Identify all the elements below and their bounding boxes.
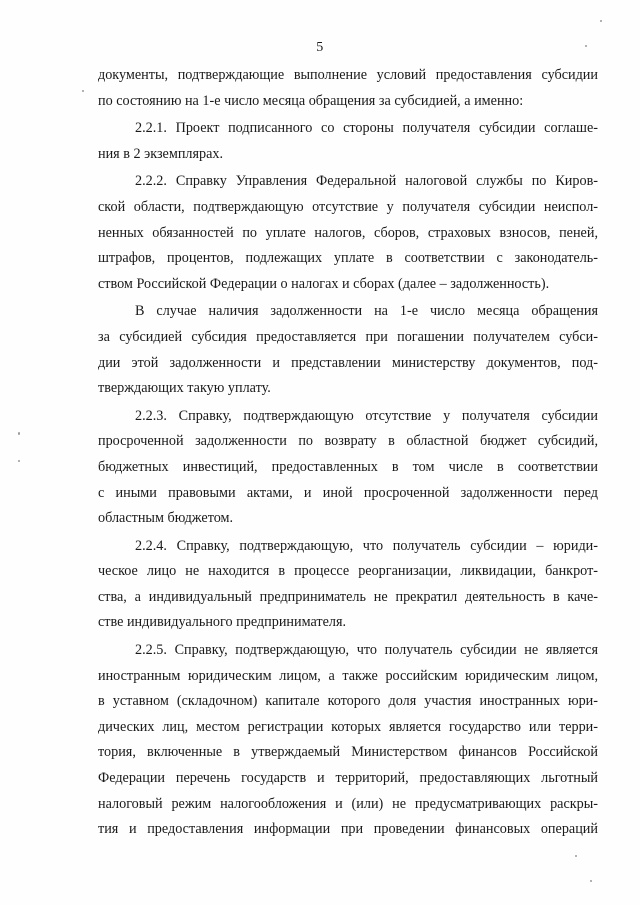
text-line: ческое лицо не находится в процессе реорганизации, ликвидации, банкрот- <box>98 563 598 580</box>
text-line: с иными правовыми актами, и иной просроченной задолженности перед <box>98 484 598 501</box>
text-line: ния в 2 экземплярах. <box>98 145 224 162</box>
text-line: в уставном (складочном) капитале которого доля участия иностранных юри- <box>98 693 598 710</box>
text-line: дических лиц, местом регистрации которых является государство или терри- <box>98 718 598 735</box>
scan-speck <box>18 432 20 435</box>
text-line: по состоянию на 1-е число месяца обращения за субсидией, а именно: <box>98 92 524 109</box>
text-line: В случае наличия задолженности на 1-е число месяца обращения <box>135 303 598 320</box>
page-number: 5 <box>316 40 324 55</box>
text-line: стве индивидуального предпринимателя. <box>98 614 347 631</box>
scan-speck <box>82 90 84 92</box>
text-line: 2.2.4. Справку, подтверждающую, что получатель субсидии – юриди- <box>135 537 598 554</box>
text-line: 2.2.2. Справку Управления Федеральной налоговой службы по Киров- <box>135 173 598 190</box>
text-line: 2.2.5. Справку, подтверждающую, что получатель субсидии не является <box>135 642 598 659</box>
text-line: штрафов, процентов, подлежащих уплате в соответствии с законодатель- <box>98 250 598 267</box>
text-line: Федерации перечень государств и территорий, предоставляющих льготный <box>98 770 598 787</box>
document-body <box>98 63 598 843</box>
text-line: областным бюджетом. <box>98 510 234 527</box>
text-line: тия и предоставления информации при проведении финансовых операций <box>98 821 598 838</box>
text-line: просроченной задолженности по возврату в областной бюджет субсидий, <box>98 433 598 450</box>
text-line: дии этой задолженности и представлении министерству документов, под- <box>98 354 598 371</box>
scan-speck <box>585 45 587 47</box>
text-line: документы, подтверждающие выполнение условий предоставления субсидии <box>98 67 598 83</box>
text-line: ством Российской Федерации о налогах и сборах (далее – задолженность). <box>98 275 550 292</box>
text-line: иностранным юридическим лицом, а также российским юридическим лицом, <box>98 667 598 684</box>
text-line: ской области, подтверждающую отсутствие у получателя субсидии неиспол- <box>98 198 598 215</box>
scan-speck <box>18 460 20 462</box>
text-line: 2.2.3. Справку, подтверждающую отсутствие у получателя субсидии <box>135 407 598 424</box>
text-line: ненных обязанностей по уплате налогов, сборов, страховых взносов, пеней, <box>98 224 598 241</box>
scan-speck <box>590 880 592 882</box>
text-line: налоговый режим налогообложения и (или) не предусматривающих раскры- <box>98 795 598 812</box>
scan-speck <box>600 20 602 22</box>
text-line: тория, включенные в утверждаемый Министерством финансов Российской <box>98 744 598 761</box>
text-line: за субсидией субсидия предоставляется при погашении получателем субси- <box>98 328 598 345</box>
text-line: ства, а индивидуальный предприниматель не прекратил деятельность в каче- <box>98 588 598 605</box>
scan-speck <box>575 855 577 857</box>
text-line: тверждающих такую уплату. <box>98 380 271 397</box>
text-line: 2.2.1. Проект подписанного со стороны получателя субсидии соглаше- <box>135 120 598 137</box>
text-line: бюджетных инвестиций, предоставленных в том числе в соответствии <box>98 458 598 475</box>
